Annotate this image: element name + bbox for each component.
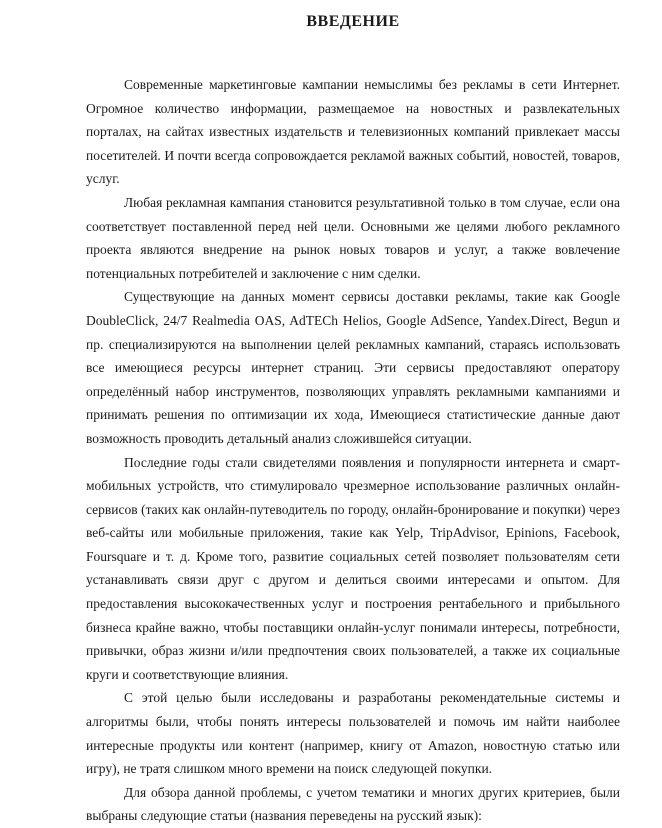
paragraph-online-services: Последние годы стали свидетелями появления и популярности интернета и смарт-мобильных устройств, что стимулировало чрезмерное использование различных онлайн-сервисов (таких как онлайн-путеводитель по городу, онлайн-бронирование и покупки) через веб-сайты или мобильные приложения, такие как Yelp, TripAdvisor, Epinions, Facebook, Foursquare и т. д. Кроме того, развитие социальных сетей позволяет пользователям сети устанавливать связи друг с другом и делиться своими интересами и опытом. Для предоставления высококачественных услуг и построения рентабельного и прибыльного бизнеса крайне важно, чтобы поставщики онлайн-услуг понимали интересы, потребности, привычки, образ жизни и/или предпочтения своих пользователей, а также их социальные круги и соответствующие влияния. <box>86 454 620 682</box>
document-title: ВВЕДЕНИЕ <box>306 13 400 30</box>
paragraph-intro: Современные маркетинговые кампании немыслимы без рекламы в сети Интернет. Огромное количество информации, размещаемое на новостных и развлекательных порталах, на сайтах известных издательств и телевизионных компаний привлекает массы посетителей. И почти всегда сопровождается рекламой важных событий, новостей, товаров, услуг. <box>86 77 620 187</box>
paragraph-campaign-goals: Любая рекламная кампания становится результативной только в том случае, если она соответствует поставленной перед ней цели. Основными же целями любого рекламного проекта являются внедрение на рынок новых товаров и услуг, а также вовлечение потенциальных потребителей и заключение с ним сделки. <box>86 194 620 281</box>
document-page <box>86 12 620 828</box>
paragraph-recommender-systems: С этой целью были исследованы и разработаны рекомендательные системы и алгоритмы были, чтобы понять интересы пользователей и помочь им найти наиболее интересные продукты или контент (например, книгу от Amazon, новостную статью или игру), не тратя слишком много времени на поиск следующей покупки. <box>86 690 620 777</box>
paragraph-article-selection: Для обзора данной проблемы, с учетом тематики и многих других критериев, были выбраны следующие статьи (названия переведены на русский язык): <box>86 784 620 824</box>
paragraph-ad-services: Существующие на данных момент сервисы доставки рекламы, такие как Google DoubleClick, 24/7 Realmedia OAS, AdTECh Helios, Google AdSence, Yandex.Direct, Begun и пр. специализируются на выполнении целей рекламных кампаний, стараясь использовать все имеющиеся ресурсы интернет страниц. Эти сервисы предоставляют оператору определённый набор инструментов, позволяющих управлять рекламными кампаниями и принимать решения по оптимизации их хода, Имеющиеся статистические данные дают возможность проводить детальный анализ сложившейся ситуации. <box>86 289 620 446</box>
